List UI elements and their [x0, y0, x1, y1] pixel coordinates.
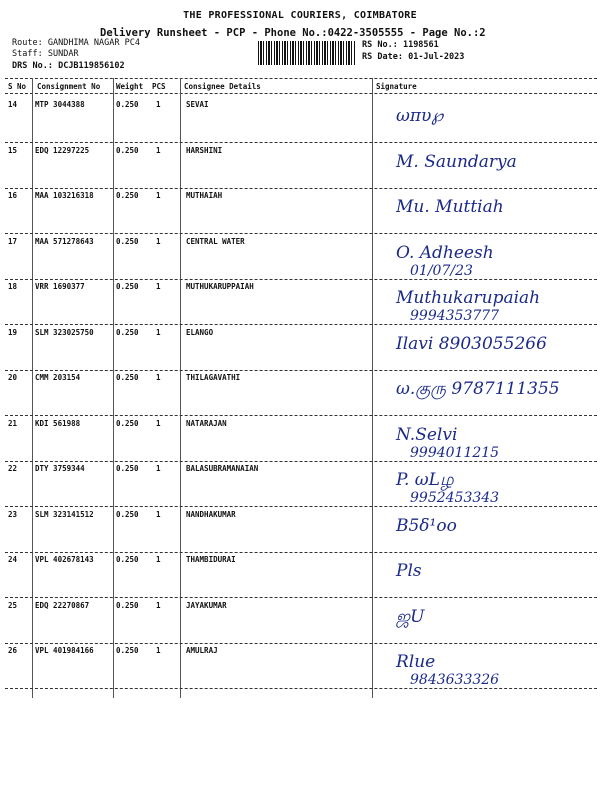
row-consignment-no: KDI 561988	[35, 419, 81, 428]
handwritten-signature: Rlue	[396, 652, 436, 672]
row-consignee: BALASUBRAMANAIAN	[186, 464, 259, 473]
handwritten-phone-number: 9952453343	[410, 490, 500, 506]
row-sno: 21	[8, 419, 18, 428]
handwritten-signature: P. ωLழ	[396, 470, 454, 490]
row-separator	[5, 370, 597, 371]
row-weight: 0.250	[116, 282, 139, 291]
col-header-pcs: PCS	[152, 82, 166, 91]
row-separator	[5, 597, 597, 598]
row-weight: 0.250	[116, 328, 139, 337]
row-consignee: AMULRAJ	[186, 646, 218, 655]
row-weight: 0.250	[116, 464, 139, 473]
row-sno: 23	[8, 510, 18, 519]
row-consignee: NANDHAKUMAR	[186, 510, 236, 519]
header-rule	[5, 93, 597, 94]
row-consignee: NATARAJAN	[186, 419, 227, 428]
row-separator	[5, 324, 597, 325]
row-sno: 26	[8, 646, 18, 655]
drs-value: DCJB119856102	[58, 61, 125, 71]
handwritten-signature: Pls	[396, 561, 422, 581]
row-separator	[5, 279, 597, 280]
row-weight: 0.250	[116, 646, 139, 655]
col-header-consignment: Consignment No	[37, 82, 101, 91]
row-separator	[5, 233, 597, 234]
column-divider	[32, 78, 33, 698]
row-consignment-no: VRR 1690377	[35, 282, 85, 291]
row-pcs: 1	[156, 555, 161, 564]
row-consignment-no: VPL 402678143	[35, 555, 94, 564]
handwritten-signature: M. Saundarya	[396, 152, 517, 172]
row-sno: 16	[8, 191, 18, 200]
route-value: GANDHIMA NAGAR PC4	[47, 38, 140, 48]
row-weight: 0.250	[116, 373, 139, 382]
row-separator	[5, 688, 597, 689]
row-weight: 0.250	[116, 146, 139, 155]
row-consignee: JAYAKUMAR	[186, 601, 227, 610]
handwritten-phone-number: 9843633326	[410, 672, 500, 688]
row-separator	[5, 461, 597, 462]
row-consignee: HARSHINI	[186, 146, 223, 155]
row-consignee: CENTRAL WATER	[186, 237, 245, 246]
col-header-consignee: Consignee Details	[184, 82, 261, 91]
row-pcs: 1	[156, 419, 161, 428]
row-separator	[5, 142, 597, 143]
handwritten-signature: ωπυ℘	[396, 106, 444, 126]
row-sno: 18	[8, 282, 18, 291]
row-weight: 0.250	[116, 191, 139, 200]
row-weight: 0.250	[116, 555, 139, 564]
handwritten-signature: Muthukarupaiah	[396, 288, 541, 308]
row-separator	[5, 552, 597, 553]
col-header-sno: S No	[8, 82, 27, 91]
row-consignment-no: CMM 203154	[35, 373, 81, 382]
row-pcs: 1	[156, 237, 161, 246]
handwritten-phone-number: 9994011215	[410, 445, 500, 461]
column-divider	[372, 78, 373, 698]
row-sno: 17	[8, 237, 18, 246]
column-divider	[180, 78, 181, 698]
row-consignee: MUTHUKARUPPAIAH	[186, 282, 254, 291]
row-pcs: 1	[156, 282, 161, 291]
row-separator	[5, 415, 597, 416]
rs-date-label: RS Date:	[362, 52, 403, 62]
row-weight: 0.250	[116, 237, 139, 246]
row-pcs: 1	[156, 373, 161, 382]
row-sno: 19	[8, 328, 18, 337]
handwritten-signature: B5δ¹oo	[396, 516, 457, 536]
row-separator	[5, 643, 597, 644]
table-top-rule	[5, 78, 597, 79]
row-weight: 0.250	[116, 601, 139, 610]
rs-no-label: RS No.:	[362, 40, 398, 50]
row-sno: 20	[8, 373, 18, 382]
row-weight: 0.250	[116, 419, 139, 428]
col-header-weight: Weight	[116, 82, 144, 91]
document-subtitle: Delivery Runsheet - PCP - Phone No.:0422-3505555 - Page No.:2	[100, 27, 486, 39]
handwritten-signature: N.Selvi	[396, 425, 458, 445]
row-weight: 0.250	[116, 510, 139, 519]
row-consignment-no: VPL 401984166	[35, 646, 94, 655]
row-pcs: 1	[156, 510, 161, 519]
route-line	[12, 38, 140, 48]
handwritten-signature: Ilavi 8903055266	[396, 334, 547, 354]
row-weight: 0.250	[116, 100, 139, 109]
handwritten-signature: O. Adheesh	[396, 243, 494, 263]
row-consignment-no: MTP 3044388	[35, 100, 85, 109]
column-divider	[113, 78, 114, 698]
handwritten-signature: ஜU	[396, 607, 425, 627]
row-pcs: 1	[156, 146, 161, 155]
row-consignee: THILAGAVATHI	[186, 373, 241, 382]
rs-no-line	[362, 40, 439, 50]
staff-value: SUNDAR	[47, 49, 79, 59]
handwritten-phone-number: 9994353777	[410, 308, 500, 324]
row-consignment-no: MAA 103216318	[35, 191, 94, 200]
handwritten-phone-number: 01/07/23	[410, 263, 473, 279]
row-consignee: MUTHAIAH	[186, 191, 223, 200]
route-label: Route:	[12, 38, 43, 48]
row-pcs: 1	[156, 601, 161, 610]
staff-line	[12, 49, 79, 59]
row-consignment-no: DTY 3759344	[35, 464, 85, 473]
row-consignee: THAMBIDURAI	[186, 555, 236, 564]
staff-label: Staff:	[12, 49, 43, 59]
row-sno: 22	[8, 464, 18, 473]
row-sno: 24	[8, 555, 18, 564]
drs-line	[12, 61, 125, 71]
barcode	[258, 41, 356, 65]
row-separator	[5, 506, 597, 507]
row-consignee: SEVAI	[186, 100, 209, 109]
row-consignment-no: SLM 323025750	[35, 328, 94, 337]
row-pcs: 1	[156, 328, 161, 337]
row-consignee: ELANGO	[186, 328, 214, 337]
row-pcs: 1	[156, 464, 161, 473]
handwritten-signature: ω.குரு 9787111355	[396, 379, 560, 399]
row-sno: 25	[8, 601, 18, 610]
row-consignment-no: SLM 323141512	[35, 510, 94, 519]
row-consignment-no: EDQ 22270867	[35, 601, 90, 610]
col-header-signature: Signature	[376, 82, 417, 91]
drs-label: DRS No.:	[12, 61, 53, 71]
row-separator	[5, 188, 597, 189]
row-consignment-no: MAA 571278643	[35, 237, 94, 246]
rs-date-value: 01-Jul-2023	[408, 52, 465, 62]
row-pcs: 1	[156, 191, 161, 200]
document-title: THE PROFESSIONAL COURIERS, COIMBATORE	[183, 10, 417, 21]
handwritten-signature: Mu. Muttiah	[396, 197, 504, 217]
row-pcs: 1	[156, 100, 161, 109]
row-pcs: 1	[156, 646, 161, 655]
rs-date-line	[362, 52, 464, 62]
row-sno: 15	[8, 146, 18, 155]
row-consignment-no: EDQ 12297225	[35, 146, 90, 155]
rs-no-value: 1198561	[402, 40, 439, 50]
row-sno: 14	[8, 100, 18, 109]
